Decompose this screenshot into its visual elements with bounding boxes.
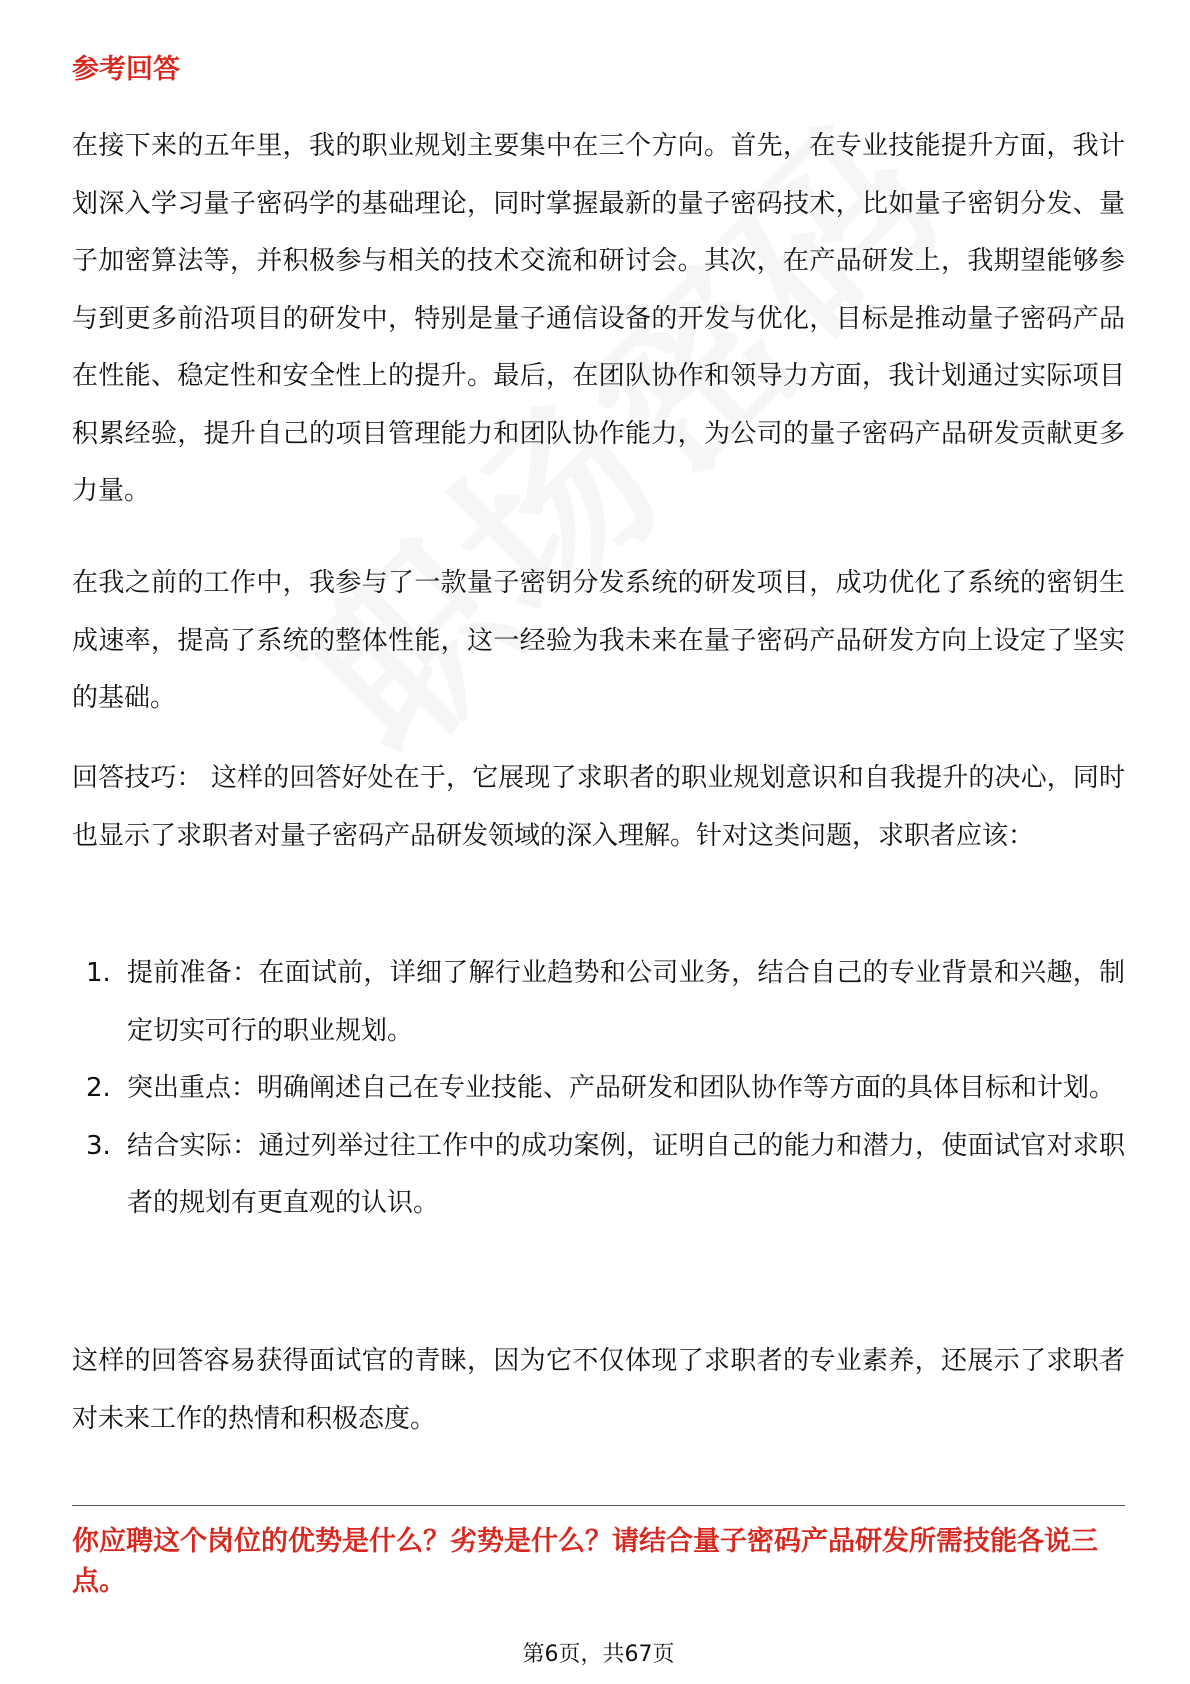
document-page	[72, 0, 1125, 1684]
tips-list	[72, 945, 1125, 1233]
section-title: 参考回答	[72, 54, 180, 85]
answer-paragraph-2: 在我之前的工作中，我参与了一款量子密钥分发系统的研发项目，成功优化了系统的密钥生成速率，提高了系统的整体性能，这一经验为我未来在量子密码产品研发方向上设定了坚实的基础。	[72, 568, 1125, 713]
list-item-number: 2.	[86, 1073, 111, 1103]
list-item-text: 突出重点：明确阐述自己在专业技能、产品研发和团队协作等方面的具体目标和计划。	[127, 1073, 1116, 1103]
list-item-text: 提前准备：在面试前，详细了解行业趋势和公司业务，结合自己的专业背景和兴趣，制定切实可行的职业规划。	[127, 958, 1125, 1046]
list-item	[72, 1060, 1125, 1118]
next-question-heading: 你应聘这个岗位的优势是什么？劣势是什么？请结合量子密码产品研发所需技能各说三点。	[72, 1526, 1098, 1597]
closing-paragraph: 这样的回答容易获得面试官的青睐，因为它不仅体现了求职者的专业素养，还展示了求职者对未来工作的热情和积极态度。	[72, 1346, 1125, 1434]
list-item-number: 1.	[86, 958, 111, 988]
tips-intro-paragraph: 回答技巧： 这样的回答好处在于，它展现了求职者的职业规划意识和自我提升的决心，同时也显示了求职者对量子密码产品研发领域的深入理解。针对这类问题，求职者应该：	[72, 763, 1125, 851]
list-item	[72, 945, 1125, 1060]
page-number-footer: 第6页，共67页	[522, 1642, 675, 1667]
list-item-number: 3.	[86, 1130, 111, 1161]
section-divider	[72, 1505, 1125, 1506]
list-item	[72, 1118, 1125, 1233]
answer-paragraph-1: 在接下来的五年里，我的职业规划主要集中在三个方向。首先，在专业技能提升方面，我计划深入学习量子密码学的基础理论，同时掌握最新的量子密码技术，比如量子密钥分发、量子加密算法等，并积极参与相关的技术交流和研讨会。其次，在产品研发上，我期望能够参与到更多前沿项目的研发中，特别是量子通信设备的开发与优化，目标是推动量子密码产品在性能、稳定性和安全性上的提升。最后，在团队协作和领导力方面，我计划通过实际项目积累经验，提升自己的项目管理能力和团队协作能力，为公司的量子密码产品研发贡献更多力量。	[72, 131, 1125, 506]
list-item-text: 结合实际：通过列举过往工作中的成功案例，证明自己的能力和潜力，使面试官对求职者的规划有更直观的认识。	[127, 1130, 1125, 1218]
